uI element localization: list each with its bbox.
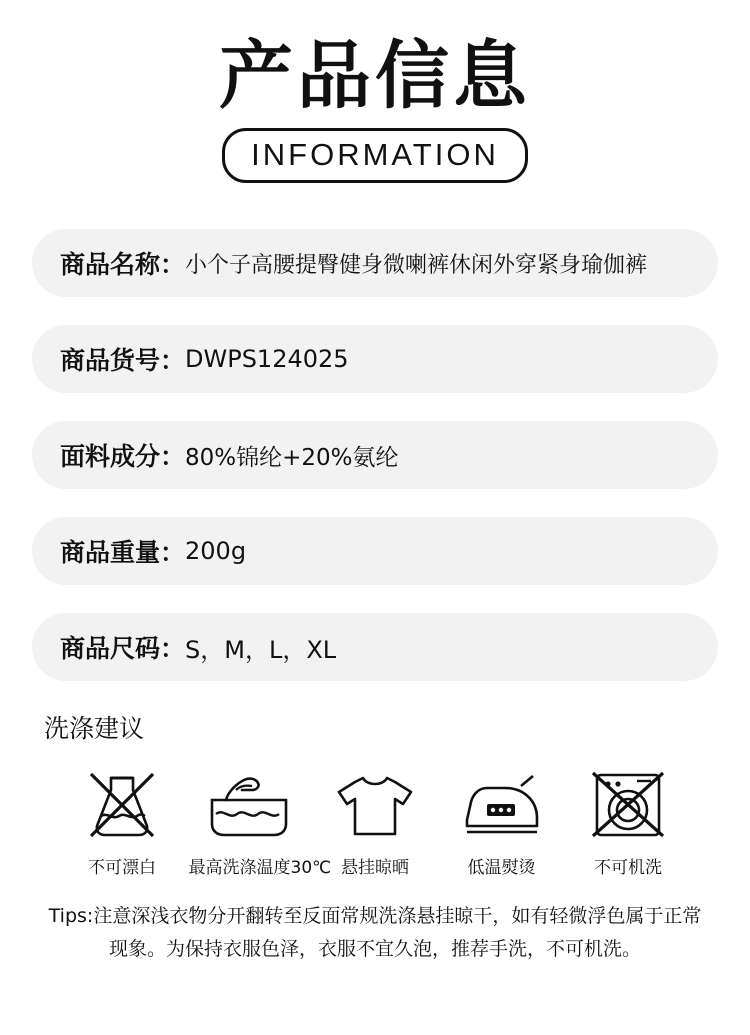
info-value: 80%锦纶+20%氨纶 bbox=[185, 444, 399, 471]
info-row-product-code bbox=[32, 325, 718, 393]
page-title: 产品信息 bbox=[219, 33, 531, 119]
info-label: 商品重量： bbox=[60, 538, 186, 568]
page-subtitle: INFORMATION bbox=[222, 128, 528, 184]
care-caption: 最高洗涤温度30℃ bbox=[188, 858, 332, 879]
product-info-list bbox=[0, 229, 750, 681]
care-caption: 悬挂晾晒 bbox=[341, 858, 409, 879]
info-label: 商品货号： bbox=[60, 346, 186, 376]
care-icon-row bbox=[44, 767, 706, 878]
care-caption: 低温熨烫 bbox=[467, 858, 536, 879]
info-row-fabric-composition bbox=[32, 421, 718, 489]
care-caption: 不可漂白 bbox=[88, 858, 156, 879]
care-tips bbox=[0, 900, 750, 965]
no-machine-wash-icon bbox=[568, 767, 688, 843]
info-value: S，M，L，XL bbox=[185, 635, 337, 664]
care-item-hand-wash bbox=[188, 767, 332, 879]
info-row-product-name bbox=[32, 229, 718, 297]
care-item-no-machine-wash bbox=[568, 767, 688, 878]
info-label: 面料成分： bbox=[60, 442, 186, 472]
care-caption: 不可机洗 bbox=[594, 858, 662, 879]
care-instructions-section bbox=[0, 709, 750, 878]
info-row-product-weight bbox=[32, 517, 718, 585]
subtitle-wrap bbox=[0, 128, 750, 184]
care-tips-line-1: Tips:注意深浅衣物分开翻转至反面常规洗涤悬挂晾干，如有轻微浮色属于正常 bbox=[48, 905, 702, 928]
info-label: 商品名称： bbox=[60, 250, 186, 280]
info-value: 小个子高腰提臀健身微喇裤休闲外穿紧身瑜伽裤 bbox=[185, 252, 648, 278]
hang-dry-icon bbox=[315, 767, 435, 843]
care-section-title: 洗涤建议 bbox=[44, 714, 145, 744]
hand-wash-icon bbox=[189, 767, 309, 843]
info-value: DWPS124025 bbox=[185, 345, 349, 374]
no-bleach-icon bbox=[62, 767, 182, 843]
header bbox=[0, 0, 750, 183]
care-tips-line-2: 现象。为保持衣服色泽，衣服不宜久泡，推荐手洗，不可机洗。 bbox=[108, 937, 641, 960]
care-item-low-iron bbox=[442, 767, 562, 878]
info-label: 商品尺码： bbox=[60, 634, 186, 664]
care-item-no-bleach bbox=[62, 767, 182, 878]
care-item-hang-dry bbox=[315, 767, 435, 878]
low-iron-icon bbox=[442, 767, 562, 843]
info-value: 200g bbox=[185, 537, 247, 566]
info-row-product-size bbox=[32, 613, 718, 681]
